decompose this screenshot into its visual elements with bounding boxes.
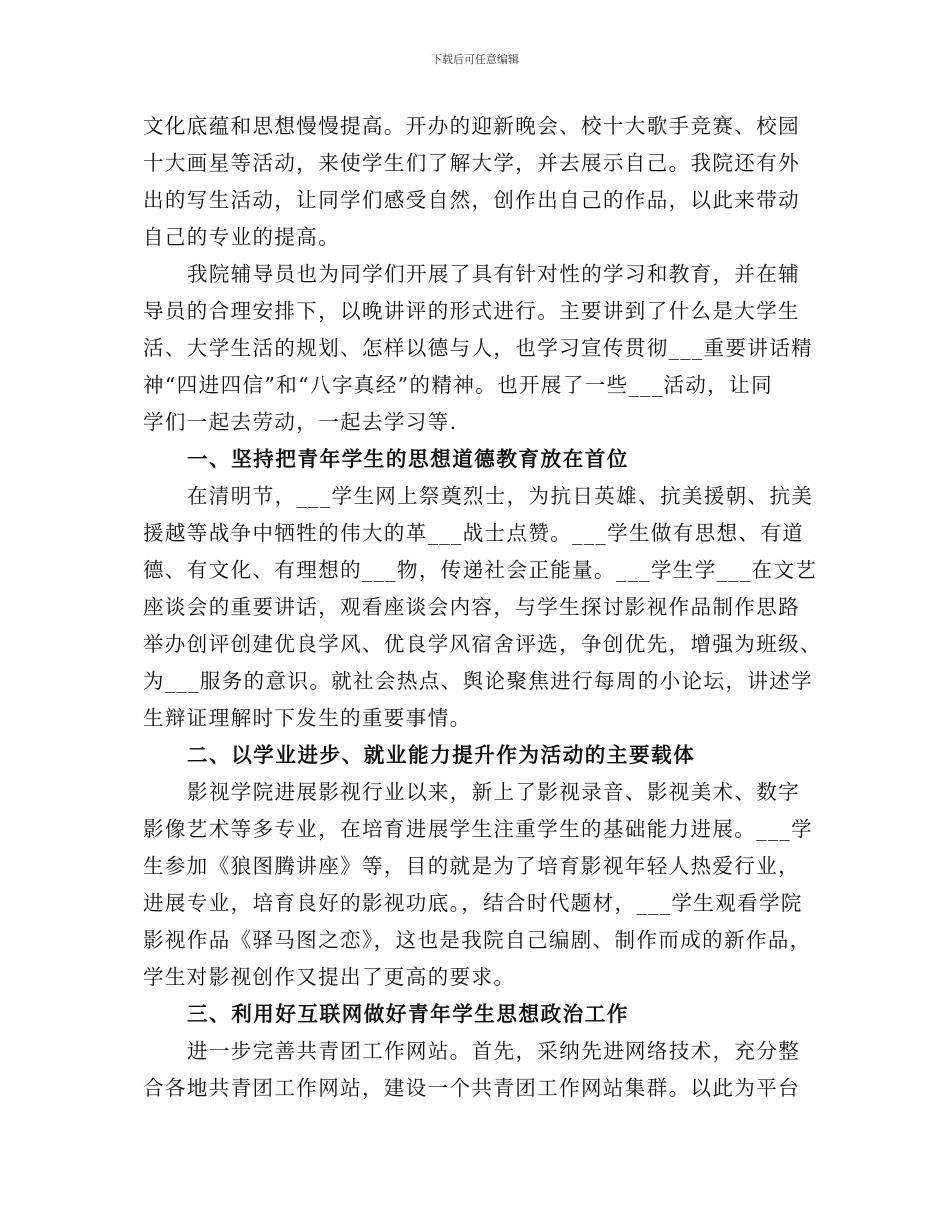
text-line: 活、大学生活的规划、怎样以德与人，也学习宣传贯彻___重要讲话精 (143, 336, 814, 360)
paragraph (143, 478, 823, 737)
text-line: 影像艺术等多专业，在培育进展学生注重学生的基础能力进展。___学 (143, 817, 814, 841)
text-line: 生辩证理解时下发生的重要事情。 (143, 706, 472, 730)
section-heading: 一、坚持把青年学生的思想道德教育放在首位 (187, 447, 629, 471)
text-line: 进展专业，培育良好的影视功底。，结合时代题材，___学生观看学院 (143, 891, 803, 915)
paragraph (143, 1033, 823, 1107)
paragraph (143, 108, 823, 256)
document-body (143, 108, 823, 1107)
text-line: 进一步完善共青团工作网站。首先，采纳先进网络技术，充分整 (187, 1039, 801, 1063)
section-heading: 三、利用好互联网做好青年学生思想政治工作 (187, 1002, 629, 1026)
text-line: 神“四进四信”和“八字真经”的精神。也开展了一些___活动，让同 (143, 373, 773, 397)
text-line: 自己的专业的提高。 (143, 225, 341, 249)
text-line: 导员的合理安排下，以晚讲评的形式进行。主要讲到了什么是大学生 (143, 299, 800, 323)
text-line: 生参加《狼图腾讲座》等，目的就是为了培育影视年轻人热爱行业， (143, 854, 800, 878)
text-line: 文化底蕴和思想慢慢提高。开办的迎新晚会、校十大歌手竞赛、校园 (143, 114, 800, 138)
paragraph (143, 774, 823, 996)
text-line: 在清明节，___学生网上祭奠烈士，为抗日英雄、抗美援朝、抗美 (187, 484, 814, 508)
text-line: 影视作品《驿马图之恋》，这也是我院自己编剧、制作而成的新作品， (143, 928, 812, 952)
section-heading: 二、以学业进步、就业能力提升作为活动的主要载体 (187, 743, 696, 767)
text-line: 德、有文化、有理想的___物，传递社会正能量。___学生学___在文艺 (143, 558, 818, 582)
text-line: 学们一起去劳动，一起去学习等. (143, 410, 458, 434)
paragraph (143, 256, 823, 441)
text-line: 座谈会的重要讲话，观看座谈会内容，与学生探讨影视作品制作思路 (143, 595, 800, 619)
text-line: 我院辅导员也为同学们开展了具有针对性的学习和教育，并在辅 (187, 262, 801, 286)
text-line: 举办创评创建优良学风、优良学风宿舍评选，争创优先，增强为班级、 (143, 632, 822, 656)
text-line: 援越等战争中牺牲的伟大的革___战士点赞。___学生做有思想、有道 (143, 521, 805, 545)
page-header: 下载后可任意编辑 (431, 53, 519, 66)
text-line: 学生对影视创作又提出了更高的要求。 (143, 965, 516, 989)
text-line: 出的写生活动，让同学们感受自然，创作出自己的作品，以此来带动 (143, 188, 800, 212)
text-line: 为___服务的意识。就社会热点、舆论聚焦进行每周的小论坛，讲述学 (143, 669, 814, 693)
text-line: 十大画星等活动，来使学生们了解大学，并去展示自己。我院还有外 (143, 151, 800, 175)
text-line: 影视学院进展影视行业以来，新上了影视录音、影视美术、数字 (187, 780, 801, 804)
text-line: 合各地共青团工作网站，建设一个共青团工作网站集群。以此为平台 (143, 1076, 800, 1100)
